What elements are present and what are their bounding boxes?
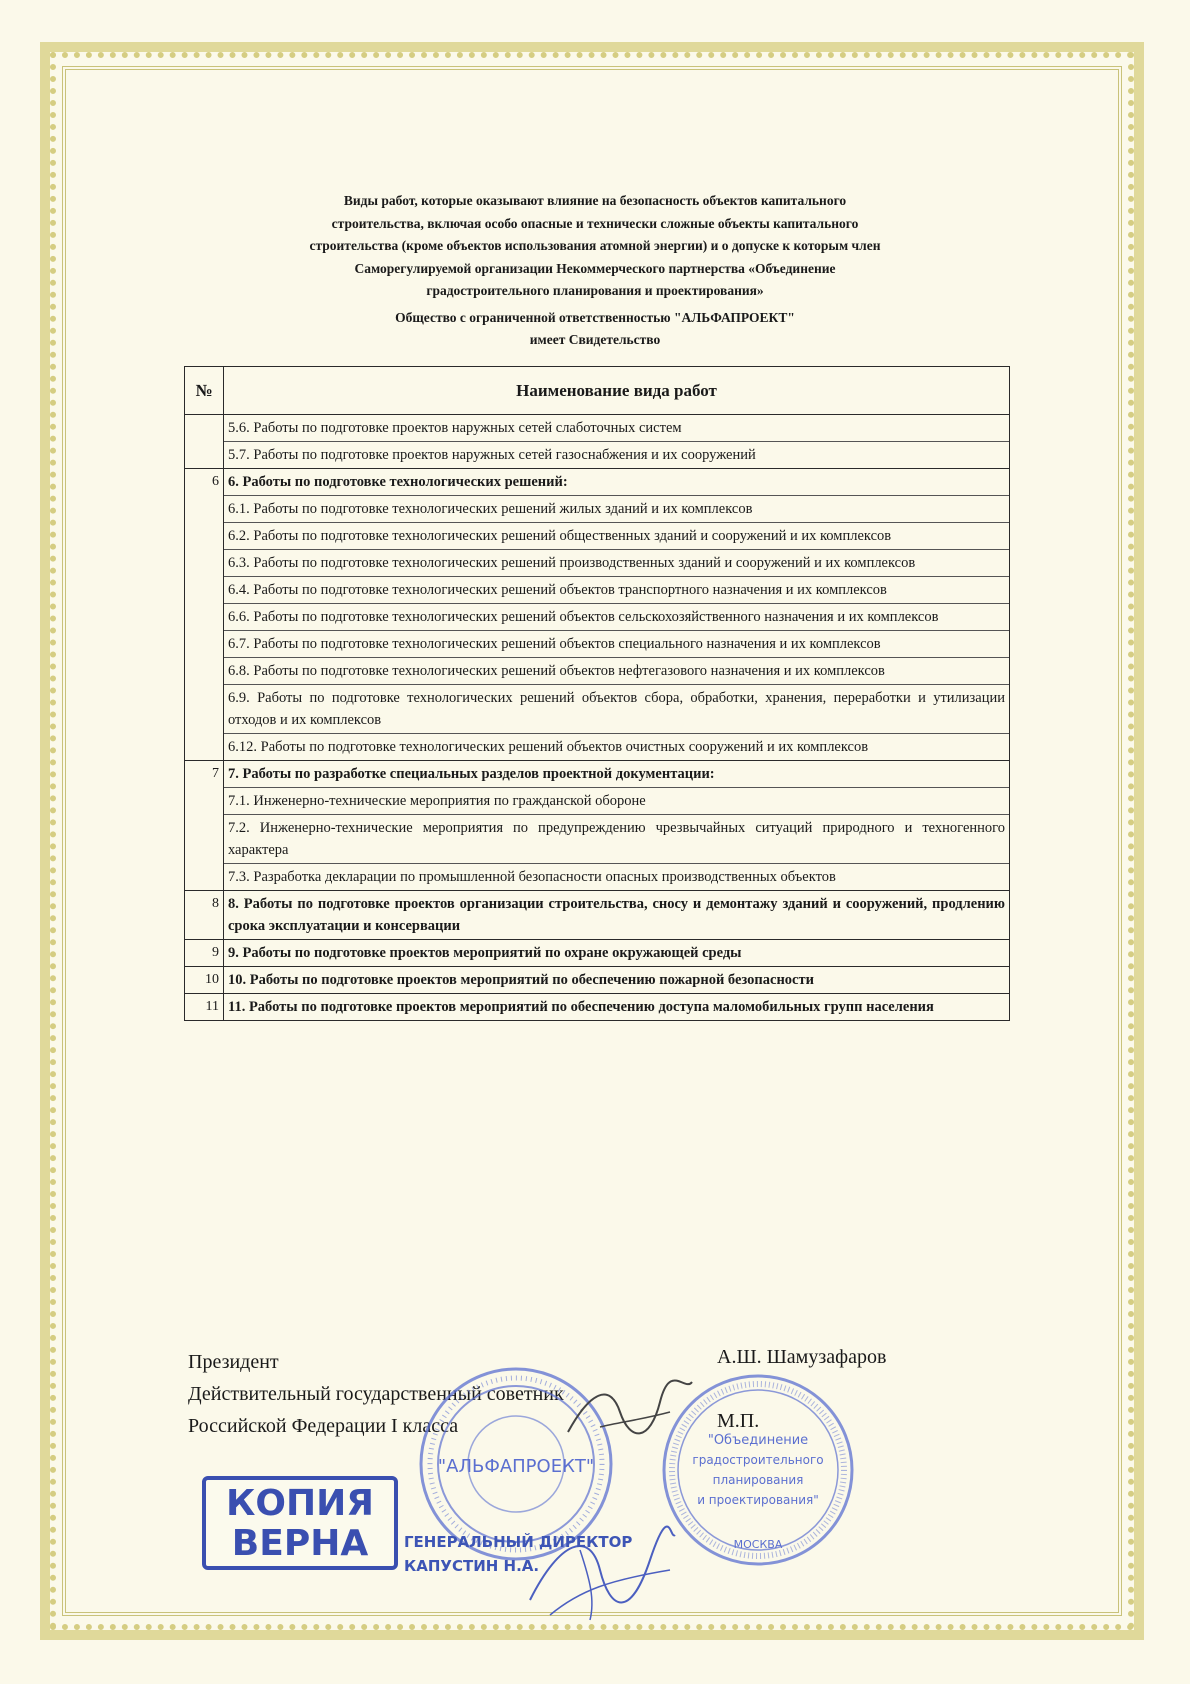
row-works (224, 469, 1010, 761)
work-item: 6.3. Работы по подготовке технологических решений производственных зданий и сооружений и их комплексов (224, 550, 1009, 577)
partnership-seal-text: планирования (712, 1473, 804, 1487)
work-item: 6.4. Работы по подготовке технологических решений объектов транспортного назначения и их комплексов (224, 577, 1009, 604)
works-table-body (185, 415, 1010, 1021)
column-header-number: № (185, 367, 224, 415)
table-row (185, 761, 1010, 891)
seal-place-mark: М.П. (717, 1410, 760, 1432)
copy-stamp-line1: КОПИЯ (225, 1483, 374, 1524)
work-section-heading: 9. Работы по подготовке проектов мероприятий по охране окружающей среды (228, 945, 742, 961)
work-item: 6.7. Работы по подготовке технологических решений объектов специального назначения и их комплексов (224, 631, 1009, 658)
header-line: строительства, включая особо опасные и технически сложные объекты капитального (331, 215, 859, 231)
work-item: 5.7. Работы по подготовке проектов наружных сетей газоснабжения и их сооружений (228, 447, 756, 463)
work-section-heading: 6. Работы по подготовке технологических решений: (224, 469, 1009, 496)
signer-rank: Действительный государственный советник (188, 1383, 564, 1405)
row-works (224, 891, 1010, 940)
work-item: 6.1. Работы по подготовке технологических решений жилых зданий и их комплексов (224, 496, 1009, 523)
company-seal-center-text: "АЛЬФАПРОЕКТ" (437, 1456, 595, 1477)
work-item: 6.9. Работы по подготовке технологических решений объектов сбора, обработки, хранения, переработки и утилизации отходов и их комплексов (224, 685, 1009, 734)
header-line: строительства (кроме объектов использования атомной энергии) и о допуске к которым член (309, 238, 881, 253)
work-item: 7.2. Инженерно-технические мероприятия по предупреждению чрезвычайных ситуаций природного и техногенного характера (224, 815, 1009, 864)
certificate-note: имеет Свидетельство (529, 332, 661, 347)
partnership-seal-text: "Объединение (707, 1433, 809, 1448)
work-item: 7.1. Инженерно-технические мероприятия по гражданской обороне (224, 788, 1009, 815)
work-section-heading: 7. Работы по разработке специальных разделов проектной документации: (224, 761, 1009, 788)
partnership-seal-city: МОСКВА (733, 1538, 783, 1551)
works-table (184, 366, 1010, 1021)
work-section-heading: 11. Работы по подготовке проектов мероприятий по обеспечению доступа маломобильных групп населения (228, 999, 934, 1015)
table-row (185, 891, 1010, 940)
header-line: градостроительного планирования и проектирования» (426, 283, 764, 298)
row-number: 10 (185, 967, 224, 994)
signer-title: Президент (188, 1351, 279, 1373)
work-item: 6.2. Работы по подготовке технологических решений общественных зданий и сооружений и их комплексов (224, 523, 1009, 550)
document-header (180, 190, 1010, 352)
header-line: Виды работ, которые оказывают влияние на безопасность объектов капитального (343, 193, 847, 208)
work-item: 6.12. Работы по подготовке технологических решений объектов очистных сооружений и их комплексов (228, 739, 869, 755)
director-stamp-name: КАПУСТИН Н.А. (404, 1557, 540, 1575)
row-number: 9 (185, 940, 224, 967)
work-item: 7.3. Разработка декларации по промышленной безопасности опасных производственных объектов (228, 869, 836, 885)
copy-certified-stamp (202, 1476, 398, 1570)
work-item: 6.8. Работы по подготовке технологических решений объектов нефтегазового назначения и их комплексов (224, 658, 1009, 685)
table-row (185, 415, 1010, 469)
company-name: Общество с ограниченной ответственностью "АЛЬФАПРОЕКТ" (395, 309, 795, 325)
row-number: 11 (185, 994, 224, 1021)
row-number: 8 (185, 891, 224, 940)
table-row (185, 469, 1010, 761)
work-item: 6.6. Работы по подготовке технологических решений объектов сельскохозяйственного назначения и их комплексов (224, 604, 1009, 631)
partnership-seal-text: градостроительного (692, 1453, 824, 1467)
row-works (224, 940, 1010, 967)
row-number: 7 (185, 761, 224, 891)
row-number (185, 415, 224, 469)
row-works (224, 415, 1010, 469)
table-row (185, 994, 1010, 1021)
row-works (224, 994, 1010, 1021)
column-header-name: Наименование вида работ (224, 367, 1010, 415)
copy-stamp-line2: ВЕРНА (231, 1523, 369, 1564)
president-signature (560, 1372, 700, 1452)
partnership-seal-text: и проектирования" (697, 1493, 819, 1507)
director-stamp (404, 1530, 632, 1578)
work-section-heading: 10. Работы по подготовке проектов мероприятий по обеспечению пожарной безопасности (228, 972, 814, 988)
signer-rank-class: Российской Федерации I класса (188, 1415, 459, 1437)
table-row (185, 940, 1010, 967)
header-line: Саморегулируемой организации Некоммерческого партнерства «Объединение (354, 260, 836, 276)
table-row (185, 967, 1010, 994)
signer-name: А.Ш. Шамузафаров (717, 1346, 887, 1368)
director-stamp-title: ГЕНЕРАЛЬНЫЙ ДИРЕКТОР (404, 1533, 633, 1551)
work-item: 5.6. Работы по подготовке проектов наружных сетей слаботочных систем (224, 415, 1009, 442)
row-number: 6 (185, 469, 224, 761)
row-works (224, 761, 1010, 891)
row-works (224, 967, 1010, 994)
work-section-heading: 8. Работы по подготовке проектов организации строительства, сносу и демонтажу зданий и сооружений, продлению срока эксплуатации и консервации (228, 896, 1005, 934)
table-header-row (185, 367, 1010, 415)
